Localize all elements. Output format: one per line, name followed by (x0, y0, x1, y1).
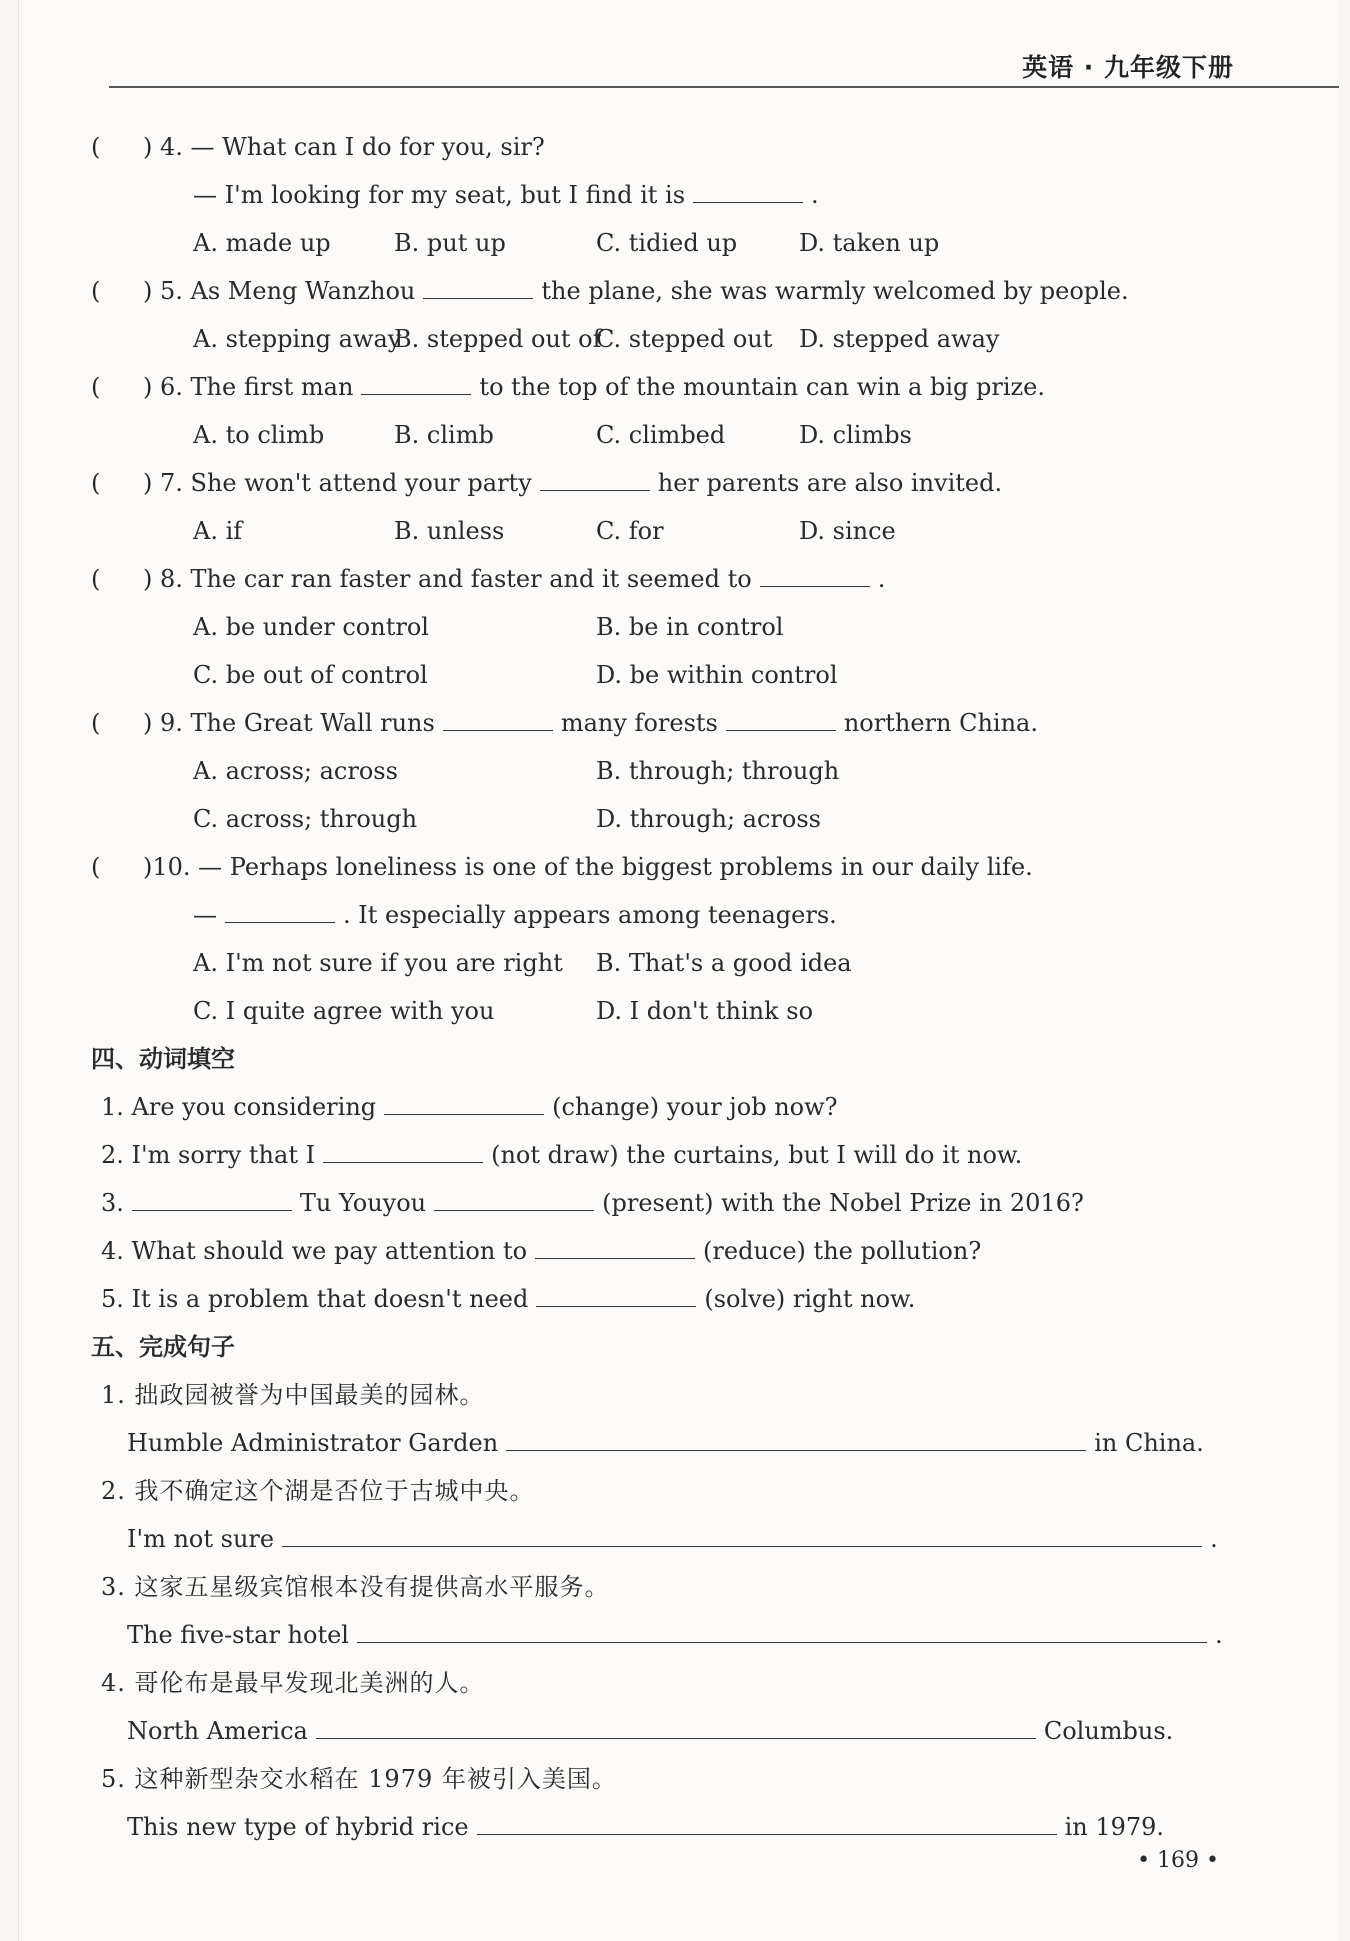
answer-blank[interactable] (536, 1284, 696, 1307)
answer-blank[interactable] (225, 900, 335, 923)
fill-item-4: 4. What should we pay attention to (reduce) the pollution? (101, 1237, 982, 1265)
answer-blank[interactable] (693, 180, 803, 203)
answer-blank[interactable] (443, 708, 553, 731)
option: C. for (596, 517, 664, 545)
question-8: ) 8. The car ran faster and faster and it seemed to . (143, 565, 886, 593)
sentence-5-en: This new type of hybrid rice in 1979. (127, 1813, 1165, 1841)
question-7: ) 7. She won't attend your party her parents are also invited. (143, 469, 1003, 497)
option: C. across; through (193, 805, 418, 833)
question-5: ) 5. As Meng Wanzhou the plane, she was warmly welcomed by people. (143, 277, 1129, 305)
option: A. made up (193, 229, 331, 257)
answer-paren: ( (91, 565, 101, 593)
sentence-3-en: The five-star hotel . (127, 1621, 1223, 1649)
option: D. I don't think so (596, 997, 814, 1025)
option: C. be out of control (193, 661, 428, 689)
question-10: )10. — Perhaps loneliness is one of the biggest problems in our daily life. (143, 853, 1033, 881)
option: B. through; through (596, 757, 840, 785)
option: D. taken up (799, 229, 940, 257)
option: A. to climb (193, 421, 325, 449)
option: D. through; across (596, 805, 821, 833)
answer-blank[interactable] (282, 1524, 1202, 1547)
option: A. be under control (193, 613, 429, 641)
question-4-line2: — I'm looking for my seat, but I find it is . (193, 181, 819, 209)
option: A. if (193, 517, 243, 545)
option: A. across; across (193, 757, 398, 785)
sentence-5-cn: 5. 这种新型杂交水稻在 1979 年被引入美国。 (101, 1765, 617, 1793)
worksheet-page (18, 0, 1339, 1941)
sentence-2-cn: 2. 我不确定这个湖是否位于古城中央。 (101, 1477, 535, 1505)
option: D. since (799, 517, 896, 545)
question-9: ) 9. The Great Wall runs many forests northern China. (143, 709, 1038, 737)
section-5-title: 五、完成句子 (91, 1333, 235, 1361)
answer-blank[interactable] (540, 468, 650, 491)
fill-item-3: 3. Tu Youyou (present) with the Nobel Prize in 2016? (101, 1189, 1084, 1217)
header-title: 英语 · 九年级下册 (1022, 53, 1234, 82)
option: A. I'm not sure if you are right (193, 949, 563, 977)
option: B. stepped out of (394, 325, 602, 353)
sentence-4-en: North America Columbus. (127, 1717, 1174, 1745)
option: A. stepping away (193, 325, 402, 353)
question-4: ) 4. — What can I do for you, sir? (143, 133, 545, 161)
fill-item-5: 5. It is a problem that doesn't need (solve) right now. (101, 1285, 916, 1313)
answer-paren: ( (91, 709, 101, 737)
answer-blank[interactable] (361, 372, 471, 395)
answer-blank[interactable] (535, 1236, 695, 1259)
fill-item-2: 2. I'm sorry that I (not draw) the curtains, but I will do it now. (101, 1141, 1023, 1169)
sentence-1-en: Humble Administrator Garden in China. (127, 1429, 1204, 1457)
question-6: ) 6. The first man to the top of the mountain can win a big prize. (143, 373, 1045, 401)
section-4-title: 四、动词填空 (91, 1045, 235, 1073)
option: B. That's a good idea (596, 949, 852, 977)
answer-blank[interactable] (357, 1620, 1207, 1643)
option: C. climbed (596, 421, 726, 449)
sentence-1-cn: 1. 拙政园被誉为中国最美的园林。 (101, 1381, 485, 1409)
answer-blank[interactable] (423, 276, 533, 299)
option: C. stepped out (596, 325, 773, 353)
option: D. be within control (596, 661, 838, 689)
header-rule (109, 86, 1339, 88)
option: C. tidied up (596, 229, 738, 257)
option: D. stepped away (799, 325, 1000, 353)
answer-paren: ( (91, 133, 101, 161)
answer-paren: ( (91, 469, 101, 497)
option: B. unless (394, 517, 505, 545)
option: C. I quite agree with you (193, 997, 495, 1025)
option: B. climb (394, 421, 494, 449)
answer-blank[interactable] (477, 1812, 1057, 1835)
page-number: • 169 • (1137, 1848, 1219, 1873)
answer-paren: ( (91, 277, 101, 305)
answer-paren: ( (91, 373, 101, 401)
answer-blank[interactable] (323, 1140, 483, 1163)
answer-blank[interactable] (726, 708, 836, 731)
sentence-4-cn: 4. 哥伦布是最早发现北美洲的人。 (101, 1669, 485, 1697)
answer-blank[interactable] (384, 1092, 544, 1115)
answer-blank[interactable] (132, 1188, 292, 1211)
option: B. put up (394, 229, 506, 257)
sentence-3-cn: 3. 这家五星级宾馆根本没有提供高水平服务。 (101, 1573, 610, 1601)
sentence-2-en: I'm not sure . (127, 1525, 1218, 1553)
answer-blank[interactable] (434, 1188, 594, 1211)
answer-blank[interactable] (760, 564, 870, 587)
question-10-line2: — . It especially appears among teenagers. (193, 901, 837, 929)
fill-item-1: 1. Are you considering (change) your job now? (101, 1093, 838, 1121)
answer-paren: ( (91, 853, 101, 881)
answer-blank[interactable] (316, 1716, 1036, 1739)
option: D. climbs (799, 421, 912, 449)
option: B. be in control (596, 613, 784, 641)
answer-blank[interactable] (506, 1428, 1086, 1451)
